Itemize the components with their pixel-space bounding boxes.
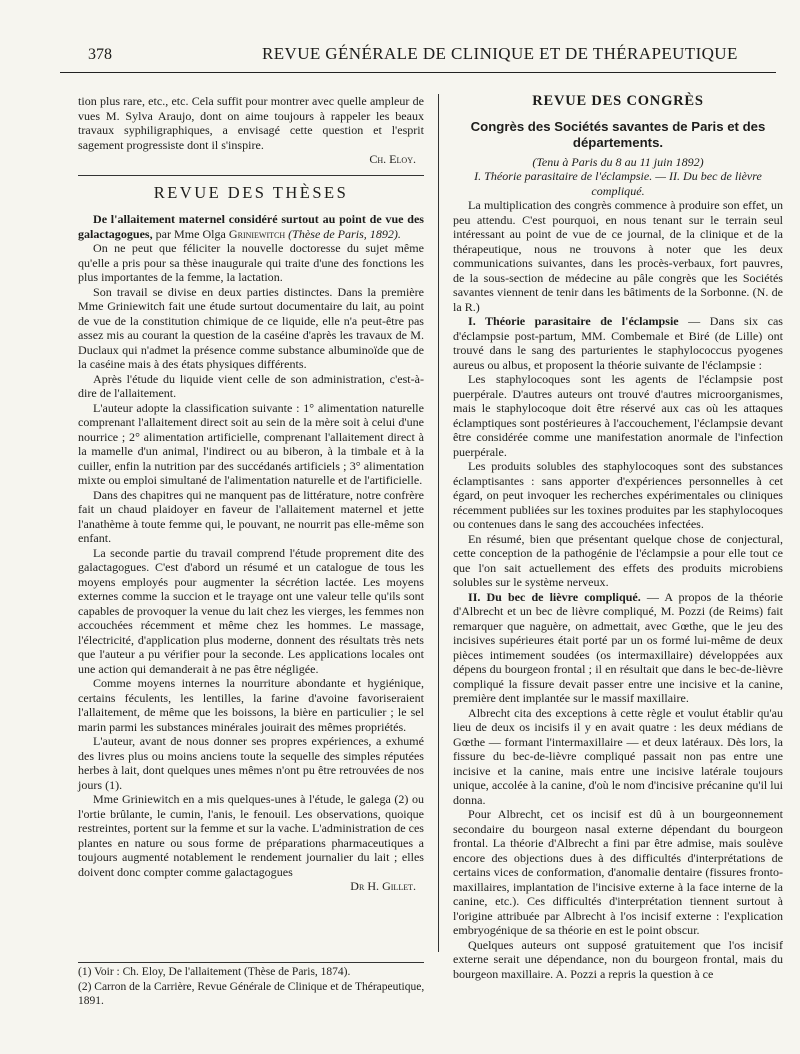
- body-paragraph: Les staphylocoques sont les agents de l'éclampsie post puerpérale. D'autres auteurs ont trouvé d'autres microorganismes, mais le staphylocoque doit être réservé aux cas où les attaques éclamptiques sont postérieures à l'accouchement, l'éclampsie devant être considérée comme une manifestation anormale de l'infection puerpérale.: [453, 372, 783, 459]
- footnote: (1) Voir : Ch. Eloy, De l'allaitement (Thèse de Paris, 1874).: [78, 966, 351, 978]
- right-column: [453, 94, 783, 981]
- body-paragraph: Quelques auteurs ont supposé gratuitement que l'os incisif externe serait une dépendance, non du bourgeon frontal, mais du bourgeon maxillaire. A. Pozzi a repris la question à ce: [453, 937, 783, 981]
- congres-date: (Tenu à Paris du 8 au 11 juin 1892): [532, 154, 704, 169]
- body-paragraph: On ne peut que féliciter la nouvelle doctoresse du sujet même qu'elle a pris pour sa thèse inaugurale qui traite d'une des fonctions les plus importantes de la femme, la lactation.: [78, 241, 424, 284]
- congres-contents: I. Théorie parasitaire de l'éclampsie. — II. Du bec de lièvre compliqué.: [474, 169, 762, 198]
- body-paragraph: Après l'étude du liquide vient celle de son administration, c'est-à-dire de l'allaitement.: [78, 371, 424, 400]
- footnotes: [78, 965, 438, 1009]
- footnote: (2) Carron de la Carrière, Revue Générale de Clinique et de Thérapeutique, 1891.: [78, 980, 425, 1007]
- body-paragraph: Mme Griniewitch en a mis quelques-unes à l'étude, le galega (2) ou l'ortie brûlante, le cumin, l'anis, le fenouil. Les observations, quoique restreintes, portent sur la femme et sur la vache. L'administration de ces plantes en nature ou sous forme de préparations pharmaceutiques a toujours augmenté notablement le rendement journalier du lait ; elles doivent donc compter comme galactagogues: [78, 792, 424, 879]
- intro-signature: Ch. Eloy.: [369, 152, 416, 166]
- part-two-heading: II. Du bec de lièvre compliqué. — A propos de la théorie d'Albrecht et un bec de lièvre compliqué, M. Pozzi (de Reims) fait remarquer que naguère, on admettait, avec Gœthe, que le jeu des incisives supérieures était porté par un os formé lui-même de deux pièces intimement soudées (os intermaxillaire) développées aux dépens du bourgeon frontal ; il en résultait que dans le bec-de-lièvre compliqué la fissure devait passer entre une incisive et la canine, première dent implantée sur le massif maxillaire.: [453, 589, 784, 705]
- body-paragraph: La multiplication des congrès commence à produire son effet, un peu attendu. C'est pourquoi, en nous tenant sur le terrain seul intéressant au point de vue de ce journal, de la clinique et de la thérapeutique, nous ne trouvons à noter que les deux communications suivantes, dans les procès-verbaux, fort pauvres, de la sous-section de médecine au pâle congrès que les Sociétés savantes viennent de tenir dans les bâtiments de la Sorbonne. (N. de la R.): [453, 198, 783, 314]
- body-paragraph: La seconde partie du travail comprend l'étude proprement dite des galactagogues. C'est d'abord un résumé et un catalogue de tous les moyens employés pour augmenter la sécrétion lactée. Les moyens externes comme la succion et le trayage ont une valeur telle qu'ils sont capables de provoquer la venue du lait chez les vierges, les femmes non accouchées récemment et même chez les hommes. Le massage, l'électricité, d'application plus moderne, donnent des résultats très nets que l'auteur a pu vérifier pour la seconde. Les applications locales ont une action qui demanderait à ne pas être négligée.: [78, 545, 425, 676]
- running-header: [60, 42, 775, 72]
- body-paragraph: Albrecht cita des exceptions à cette règle et voulut établir qu'au lieu de deux os incisifs il y en avait quatre : les deux médians de Gœthe — formant l'intermaxillaire — et deux latéraux. Dès lors, la fissure du bec-de-lièvre compliqué passait non pas entre une incisive et la canine, mais entre une incisive latérale toujours unique, accolée à la canine, d'où le nom d'incisive précanine qu'il lui donna.: [453, 705, 783, 807]
- section-rule: [78, 175, 424, 176]
- body-paragraph: Dans des chapitres qui ne manquent pas de littérature, notre confrère fait un chaud plaidoyer en faveur de l'allaitement maternel et jette l'anathème à toute femme qui, le pouvant, ne nourrit pas elle-même son enfant.: [78, 487, 424, 545]
- running-title: REVUE GÉNÉRALE DE CLINIQUE ET DE THÉRAPEUTIQUE: [262, 44, 738, 63]
- header-rule: [60, 72, 776, 73]
- column-divider: [438, 94, 439, 952]
- body-paragraph: Comme moyens internes la nourriture abondante et hygiénique, certains féculents, les lentilles, la farine d'avoine favoriseraient l'allaitement, de même que les boissons, la bière en particulier ; le sel marin parmi les substances minérales jouirait des mêmes propriétés.: [78, 676, 424, 734]
- intro-paragraph: tion plus rare, etc., etc. Cela suffit pour montrer avec quelle ampleur de vues M. Sylva Araujo, dont on aime toujours à rappeler les beaux travaux syphiligraphiques, a envisagé cette question et l'esprit sagement progressiste dont il s'inspire.: [78, 94, 424, 152]
- left-column: [78, 94, 424, 902]
- these-author: Griniewitch: [228, 226, 286, 241]
- these-title: De l'allaitement maternel considéré surtout au point de vue des galactagogues,: [78, 212, 424, 241]
- these-heading: De l'allaitement maternel considéré surtout au point de vue des galactagogues, par Mme Olga Griniewitch (Thèse de Paris, 1892).: [78, 212, 424, 241]
- body-paragraph: Pour Albrecht, cet os incisif est dû à un bourgeonnement secondaire du bourgeon nasal externe dépendant du bourgeon frontal. La théorie d'Albrecht a fini par être admise, mais soulève encore des objections dues à des difficultés d'interprétations de certains vices de conformation, d'anomalie dentaire (fissures fronto-maxillaires, implantation de l'incisive externe à la face interne de la canine, etc.). Ces difficultés d'interprétation tiennent surtout à l'origine attribuée par Albrecht à l'os incisif externe : l'explication embryogénique de sa théorie en est le point obscur.: [453, 807, 783, 937]
- section-title-congres: REVUE DES CONGRÈS: [532, 93, 704, 109]
- page-number: 378: [88, 46, 112, 63]
- part-one-heading: I. Théorie parasitaire de l'éclampsie — Dans six cas d'éclampsie post-partum, MM. Combemale et Biré (de Lille) ont trouvé dans le sang des parturientes le staphylococcus pyogenes aureus ou albus, et proposent la théorie suivante de l'éclampsie :: [453, 314, 783, 372]
- body-paragraph: Les produits solubles des staphylocoques sont des substances éclamptisantes : sans apporter d'expériences personnelles à cet égard, on peut invoquer les recherches expérimentales ou cliniques récemment publiées sur les toxines produites par les staphylocoques ou contenues dans le sang des accouchées infectées.: [453, 459, 783, 531]
- article-signature: Dr H. Gillet.: [350, 879, 416, 893]
- congres-title: Congrès des Sociétés savantes de Paris et des départements.: [470, 118, 766, 150]
- body-paragraph: L'auteur, avant de nous donner ses propres expériences, a exhumé des livres plus ou moins anciens toute la sequelle des simples réputées herbes à lait, dont quelques unes mêmes n'ont pu être retrouvées de nos jours (1).: [78, 734, 424, 792]
- body-paragraph: En résumé, bien que présentant quelque chose de conjectural, cette conception de la pathogénie de l'éclampsie a pour elle tout ce que l'on sait actuellement des effets des produits microbiens solubles sur le système nerveux.: [453, 531, 783, 589]
- body-paragraph: Son travail se divise en deux parties distinctes. Dans la première Mme Griniewitch fait une étude surtout documentaire du lait, au point de vue de la constitution chimique de ce liquide, elle n'a peut-être pas assez mis au courant la question de la caséine d'après les travaux de M. Duclaux qui n'admet la présence comme substance albuminoïde que de la caséine mais à des états physiques différents.: [78, 284, 424, 371]
- footnote-rule: [78, 962, 424, 963]
- these-reference: (Thèse de Paris, 1892).: [285, 226, 401, 241]
- body-paragraph: L'auteur adopte la classification suivante : 1° alimentation naturelle comprenant l'allaitement direct soit au sein de la mère soit à celui d'une nourrice ; 2° alimentation artificielle, comprenant l'allaitement direct à la mamelle d'un animal, l'indirect ou au biberon, à la timbale et à la cuiller, enfin la nutrition par des succédanés artificiels ; 3° alimentation mixte ou emploi simultané de l'alimentation naturelle et de l'artificielle.: [78, 400, 424, 487]
- section-title-theses: REVUE DES THÈSES: [153, 182, 349, 202]
